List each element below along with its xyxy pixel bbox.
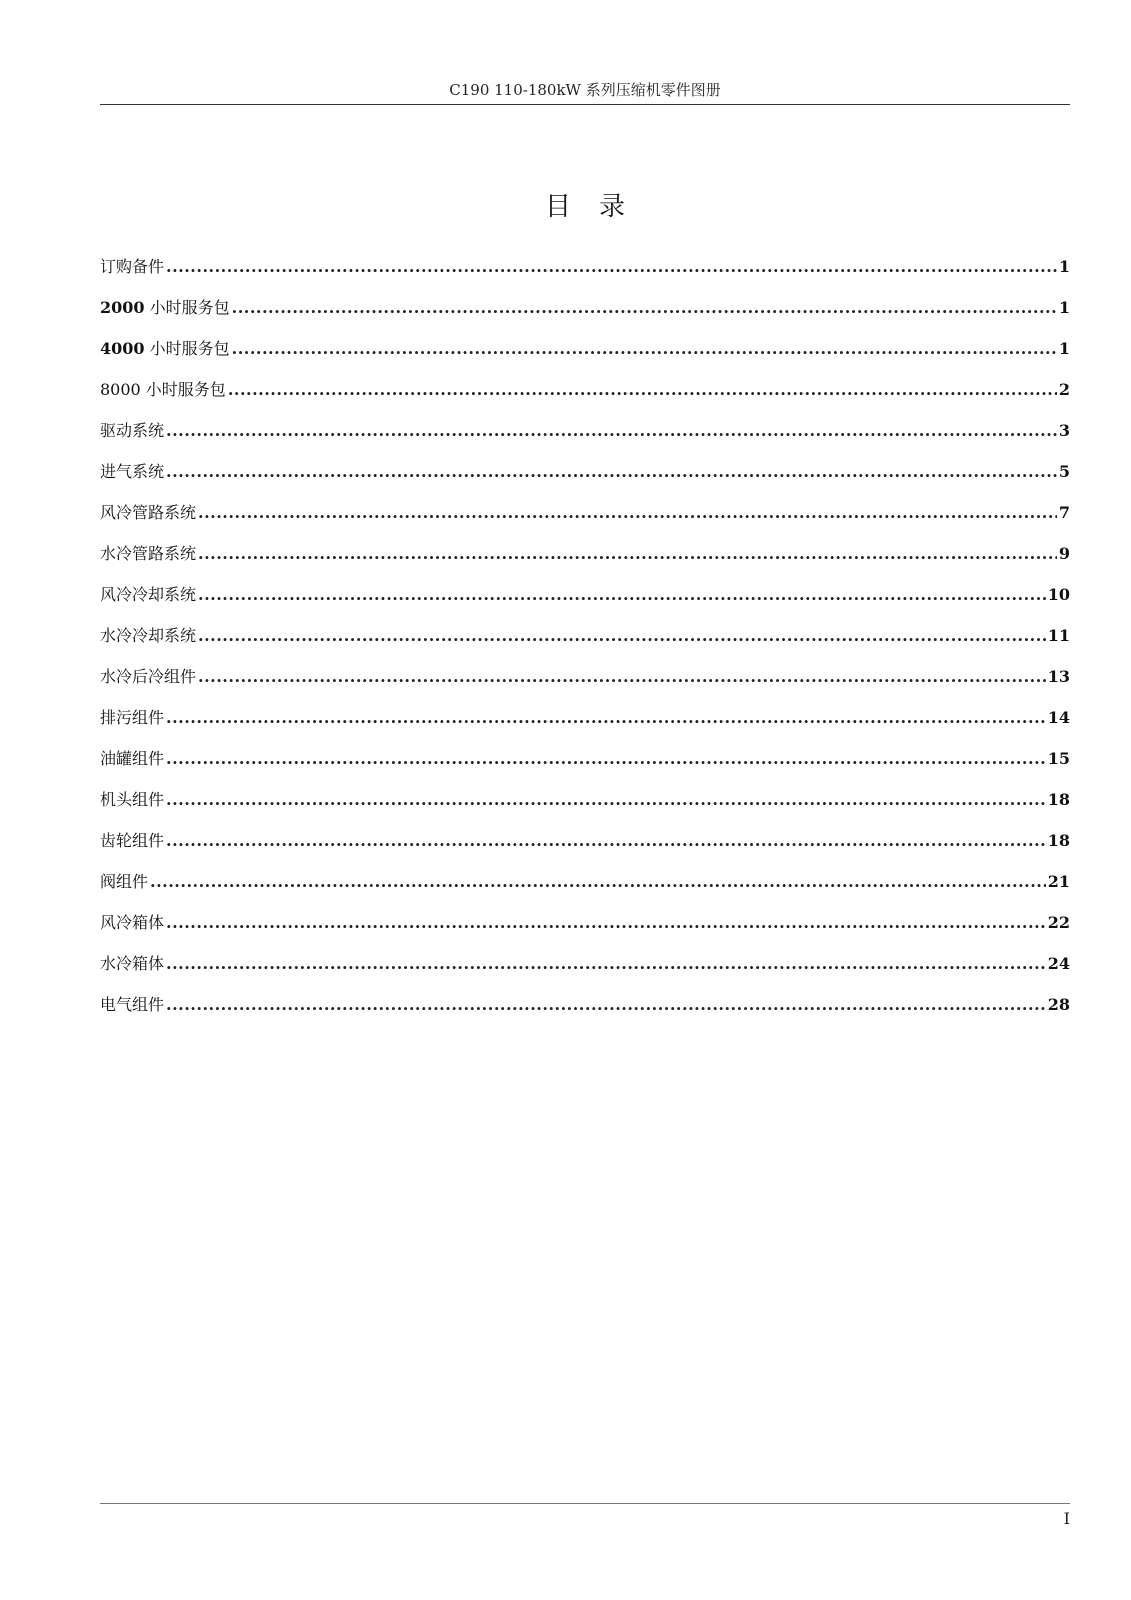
toc-entry-label-text: 小时服务包 [144,298,230,317]
toc-entry-water-cooled-piping[interactable] [100,543,1070,584]
toc-leader-dots [166,420,1057,442]
toc-entry-label: 进气系统 [100,462,165,481]
toc-entry-air-cooled-enclosure[interactable] [100,912,1070,953]
toc-leader-dots [166,953,1046,975]
toc-entry-page: 21 [1047,872,1070,891]
footer-divider [100,1503,1070,1504]
document-header-title: C190 110-180kW 系列压缩机零件图册 [449,81,721,99]
toc-entry-label: 风冷冷却系统 [100,585,197,604]
toc-entry-water-cooled-aftercooler[interactable] [100,666,1070,707]
toc-leader-dots [166,912,1046,934]
toc-entry-8000h-service-kit[interactable] [100,379,1070,420]
toc-entry-label-number: 2000 [100,298,145,317]
toc-leader-dots [198,502,1057,524]
toc-entry-page: 15 [1047,749,1070,768]
toc-entry-label: 水冷箱体 [100,954,165,973]
toc-leader-dots [198,625,1046,647]
toc-entry-page: 3 [1058,421,1070,440]
toc-entry-drive-system[interactable] [100,420,1070,461]
toc-entry-page: 18 [1047,790,1070,809]
toc-entry-label: 齿轮组件 [100,831,165,850]
toc-entry-page: 13 [1047,667,1070,686]
toc-entry-page: 1 [1058,298,1070,317]
toc-entry-gear-assembly[interactable] [100,830,1070,871]
toc-entry-order-parts[interactable] [100,256,1070,297]
toc-entry-label: 机头组件 [100,790,165,809]
toc-entry-label: 阀组件 [100,872,149,891]
toc-entry-label [100,297,230,319]
toc-entry-water-cooled-cooling[interactable] [100,625,1070,666]
toc-entry-label: 水冷后冷组件 [100,667,197,686]
toc-leader-dots [232,297,1057,319]
toc-entry-label: 油罐组件 [100,749,165,768]
toc-entry-label: 订购备件 [100,257,165,276]
toc-entry-page: 9 [1058,544,1070,563]
toc-entry-label: 水冷冷却系统 [100,626,197,645]
toc-entry-valve-assembly[interactable] [100,871,1070,912]
toc-title: 目录 [544,192,653,222]
toc-entry-water-cooled-enclosure[interactable] [100,953,1070,994]
toc-entry-page: 1 [1058,339,1070,358]
toc-entry-page: 11 [1047,626,1070,645]
toc-leader-dots [166,994,1046,1016]
toc-leader-dots [166,256,1057,278]
toc-list [100,256,1070,1035]
toc-leader-dots [166,830,1046,852]
toc-leader-dots [228,379,1057,401]
toc-leader-dots [232,338,1057,360]
footer-page-number: I [1063,1509,1070,1528]
toc-leader-dots [166,748,1046,770]
toc-entry-oil-tank-assembly[interactable] [100,748,1070,789]
toc-leader-dots [166,461,1057,483]
toc-entry-page: 22 [1047,913,1070,932]
toc-entry-label: 风冷管路系统 [100,503,197,522]
toc-leader-dots [198,666,1046,688]
toc-entry-label-text: 小时服务包 [144,339,230,358]
toc-entry-page: 5 [1058,462,1070,481]
toc-leader-dots [150,871,1046,893]
toc-entry-intake-system[interactable] [100,461,1070,502]
toc-entry-label: 8000 小时服务包 [100,380,226,399]
toc-entry-label: 水冷管路系统 [100,544,197,563]
toc-entry-label-number: 4000 [100,339,145,358]
header-divider [100,104,1070,105]
toc-entry-drain-assembly[interactable] [100,707,1070,748]
toc-entry-page: 24 [1047,954,1070,973]
toc-entry-page: 14 [1047,708,1070,727]
toc-entry-page: 10 [1047,585,1070,604]
toc-entry-electrical-assembly[interactable] [100,994,1070,1035]
toc-entry-airend-assembly[interactable] [100,789,1070,830]
toc-entry-label: 风冷箱体 [100,913,165,932]
toc-leader-dots [166,707,1046,729]
toc-entry-page: 28 [1047,995,1070,1014]
toc-leader-dots [166,789,1046,811]
toc-entry-page: 1 [1058,257,1070,276]
toc-leader-dots [198,543,1057,565]
toc-entry-air-cooled-cooling[interactable] [100,584,1070,625]
toc-entry-label: 排污组件 [100,708,165,727]
toc-entry-label [100,338,230,360]
toc-entry-label: 驱动系统 [100,421,165,440]
toc-entry-air-cooled-piping[interactable] [100,502,1070,543]
toc-entry-4000h-service-kit[interactable] [100,338,1070,379]
toc-entry-2000h-service-kit[interactable] [100,297,1070,338]
toc-entry-page: 7 [1058,503,1070,522]
toc-entry-label: 电气组件 [100,995,165,1014]
toc-entry-page: 2 [1058,380,1070,399]
toc-entry-page: 18 [1047,831,1070,850]
toc-leader-dots [198,584,1046,606]
